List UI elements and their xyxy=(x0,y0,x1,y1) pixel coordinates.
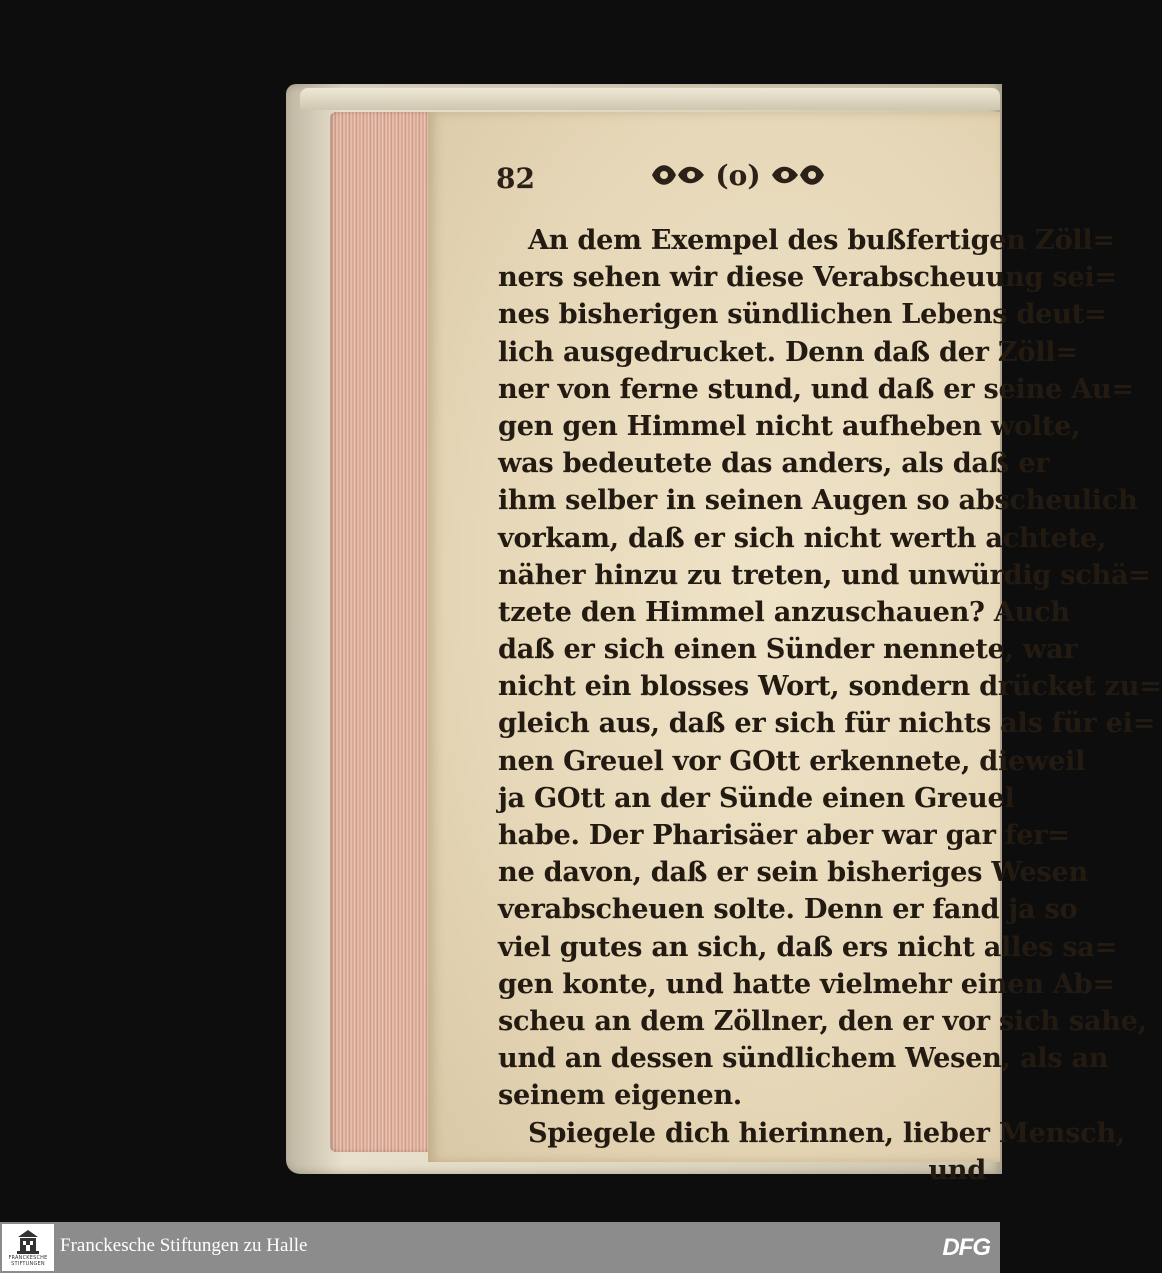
text-line: ner von ferne stund, und daß er seine Au= xyxy=(498,372,1134,405)
text-line: viel gutes an sich, daß ers nicht alles sa= xyxy=(498,930,1118,963)
ornament-right-icon xyxy=(768,160,828,190)
text-line: ihm selber in seinen Augen so abscheulich xyxy=(498,484,1138,517)
book-cover-top xyxy=(300,88,1000,110)
page-edges xyxy=(330,112,430,1152)
ornament-center: (o) xyxy=(715,158,761,192)
franckesche-logo[interactable] xyxy=(2,1224,54,1271)
catchword: und xyxy=(928,1153,986,1186)
text-line: daß er sich einen Sünder nennete, war xyxy=(498,633,1078,666)
header-ornament xyxy=(648,158,828,192)
text-line: verabscheuen solte. Denn er fand ja so xyxy=(498,893,1078,926)
text-line: Spiegele dich hierinnen, lieber Mensch, xyxy=(528,1116,1125,1149)
text-line: näher hinzu zu treten, und unwürdig schä= xyxy=(498,558,1151,591)
text-line: tzete den Himmel anzuschauen? Auch xyxy=(498,595,1070,628)
text-line: lich ausgedrucket. Denn daß der Zöll= xyxy=(498,335,1078,368)
text-line: nen Greuel vor GOtt erkennete, dieweil xyxy=(498,744,1086,777)
institution-building-icon xyxy=(16,1229,40,1255)
text-line: ners sehen wir diese Verabscheuung sei= xyxy=(498,261,1117,294)
page-number: 82 xyxy=(496,162,535,195)
text-line: ne davon, daß er sein bisheriges Wesen xyxy=(498,856,1088,889)
text-line: ja GOtt an der Sünde einen Greuel xyxy=(498,781,1015,814)
text-line: nes bisherigen sündlichen Lebens deut= xyxy=(498,298,1107,331)
page-text xyxy=(498,222,1162,1189)
text-line: habe. Der Pharisäer aber war gar fer= xyxy=(498,819,1070,851)
logo-text-bottom: STIFTUNGEN xyxy=(11,1260,45,1267)
logo-text-top: FRANCKESCHE xyxy=(8,1254,48,1261)
text-line: und an dessen sündlichem Wesen, als an xyxy=(498,1042,1109,1075)
footer-bar xyxy=(0,1222,1000,1273)
footer-title[interactable]: Franckesche Stiftungen zu Halle xyxy=(60,1235,308,1256)
text-line: gen gen Himmel nicht aufheben wolte, xyxy=(498,409,1081,442)
book-page xyxy=(428,112,1162,1186)
text-line: nicht ein blosses Wort, sondern drücket zu= xyxy=(498,670,1162,703)
text-line: vorkam, daß er sich nicht werth achtete, xyxy=(498,521,1107,554)
ornament-left-icon xyxy=(648,160,708,190)
text-line: was bedeutete das anders, als daß er xyxy=(498,447,1050,480)
text-line: An dem Exempel des bußfertigen Zöll= xyxy=(528,224,1115,256)
text-line: scheu an dem Zöllner, den er vor sich sahe, xyxy=(498,1004,1147,1037)
text-line: seinem eigenen. xyxy=(498,1079,742,1112)
text-line: gleich aus, daß er sich für nichts als für ei= xyxy=(498,707,1156,740)
dfg-logo[interactable]: DFG xyxy=(942,1234,990,1261)
text-line: gen konte, und hatte vielmehr einen Ab= xyxy=(498,967,1115,1000)
